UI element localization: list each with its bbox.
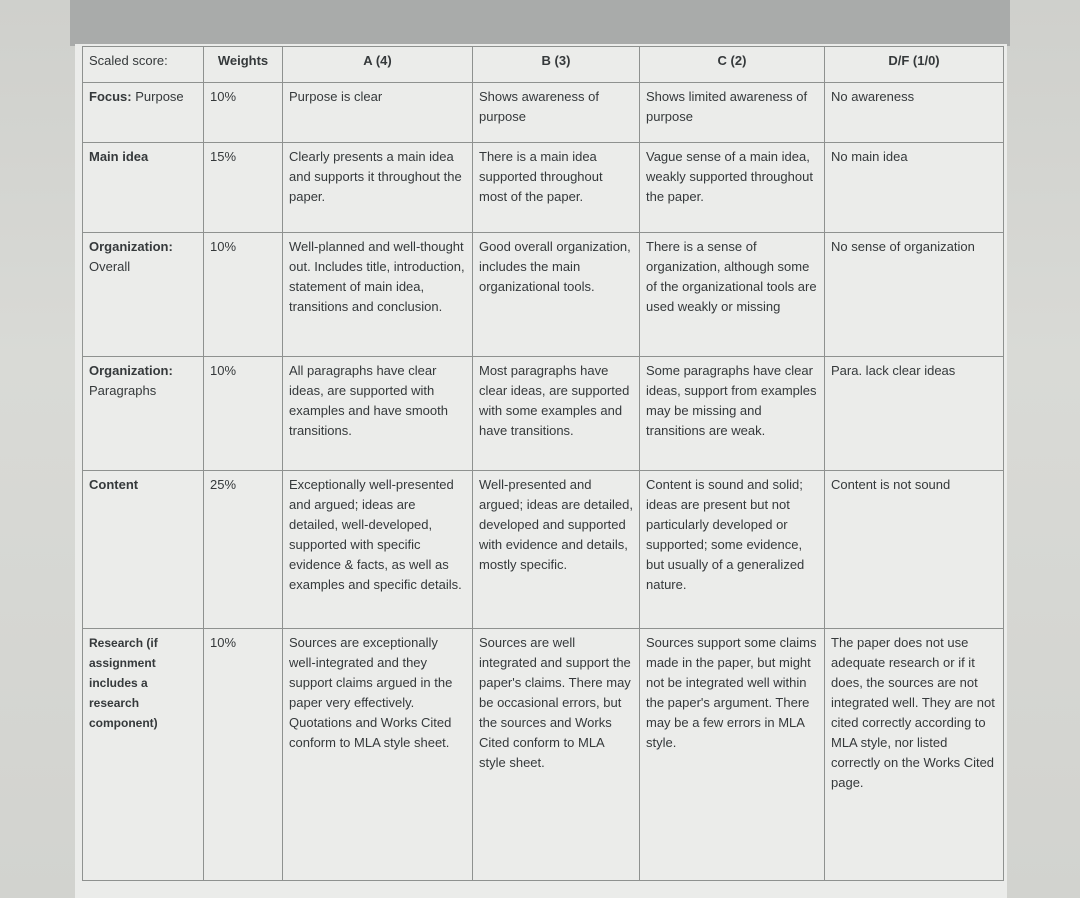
row-label <box>83 471 204 629</box>
header-grade-df: D/F (1/0) <box>825 47 1004 83</box>
row-label-main: Focus: <box>89 89 132 104</box>
header-grade-c: C (2) <box>640 47 825 83</box>
row-label <box>83 233 204 357</box>
criteria-df: No awareness <box>825 83 1004 143</box>
criteria-df: The paper does not use adequate research or if it does, the sources are not integrated well. They are not cited correctly according to MLA style, nor listed correctly on the Works Cited page. <box>825 629 1004 881</box>
row-label <box>83 83 204 143</box>
row-label <box>83 143 204 233</box>
criteria-a: Purpose is clear <box>283 83 473 143</box>
criteria-df: No sense of organization <box>825 233 1004 357</box>
criteria-df: Content is not sound <box>825 471 1004 629</box>
header-weights: Weights <box>204 47 283 83</box>
row-label <box>83 357 204 471</box>
row-weight: 15% <box>204 143 283 233</box>
header-scaled-score: Scaled score: <box>83 47 204 83</box>
rubric-row-organization-overall <box>83 233 1004 357</box>
row-label-sub: Paragraphs <box>89 383 157 398</box>
row-weight: 10% <box>204 629 283 881</box>
criteria-a: Well-planned and well-thought out. Includes title, introduction, statement of main idea, transitions and conclusion. <box>283 233 473 357</box>
criteria-b: Sources are well integrated and support the paper's claims. There may be occasional errors, but the sources and Works Cited conform to MLA style sheet. <box>473 629 640 881</box>
criteria-b: There is a main idea supported throughout most of the paper. <box>473 143 640 233</box>
criteria-b: Good overall organization, includes the main organizational tools. <box>473 233 640 357</box>
row-label-main: Organization: <box>89 363 173 378</box>
row-label-sub: Overall <box>89 259 131 274</box>
monitor-top-bar <box>70 0 1010 46</box>
row-weight: 10% <box>204 357 283 471</box>
row-weight: 10% <box>204 233 283 357</box>
rubric-row-content <box>83 471 1004 629</box>
criteria-b: Well-presented and argued; ideas are detailed, developed and supported with evidence and details, mostly specific. <box>473 471 640 629</box>
criteria-b: Shows awareness of purpose <box>473 83 640 143</box>
grading-rubric-table <box>82 46 1004 881</box>
row-weight: 10% <box>204 83 283 143</box>
rubric-row-focus <box>83 83 1004 143</box>
row-weight: 25% <box>204 471 283 629</box>
criteria-df: No main idea <box>825 143 1004 233</box>
criteria-c: Shows limited awareness of purpose <box>640 83 825 143</box>
header-row <box>83 47 1004 83</box>
criteria-c: There is a sense of organization, although some of the organizational tools are used weakly or missing <box>640 233 825 357</box>
row-label-main: Main idea <box>89 149 149 164</box>
rubric-row-main-idea <box>83 143 1004 233</box>
row-label-main: Organization: <box>89 239 173 254</box>
row-label-main: Content <box>89 477 139 492</box>
header-grade-b: B (3) <box>473 47 640 83</box>
criteria-b: Most paragraphs have clear ideas, are supported with some examples and have transitions. <box>473 357 640 471</box>
criteria-a: Exceptionally well-presented and argued; ideas are detailed, well-developed, supported with specific evidence & facts, as well as examples and specific details. <box>283 471 473 629</box>
criteria-c: Vague sense of a main idea, weakly supported throughout the paper. <box>640 143 825 233</box>
criteria-c: Sources support some claims made in the paper, but might not be integrated well within the paper's argument. There may be a few errors in MLA style. <box>640 629 825 881</box>
criteria-a: Clearly presents a main idea and supports it throughout the paper. <box>283 143 473 233</box>
row-label: Research (if assignment includes a research component) <box>83 629 204 881</box>
rubric-row-research <box>83 629 1004 881</box>
criteria-c: Content is sound and solid; ideas are present but not particularly developed or supported; some evidence, but usually of a generalized nature. <box>640 471 825 629</box>
criteria-a: Sources are exceptionally well-integrated and they support claims argued in the paper very effectively. Quotations and Works Cited conform to MLA style sheet. <box>283 629 473 881</box>
header-grade-a: A (4) <box>283 47 473 83</box>
row-label-sub: Purpose <box>131 89 184 104</box>
rubric-row-organization-paragraphs <box>83 357 1004 471</box>
criteria-a: All paragraphs have clear ideas, are supported with examples and have smooth transitions. <box>283 357 473 471</box>
criteria-c: Some paragraphs have clear ideas, support from examples may be missing and transitions are weak. <box>640 357 825 471</box>
criteria-df: Para. lack clear ideas <box>825 357 1004 471</box>
